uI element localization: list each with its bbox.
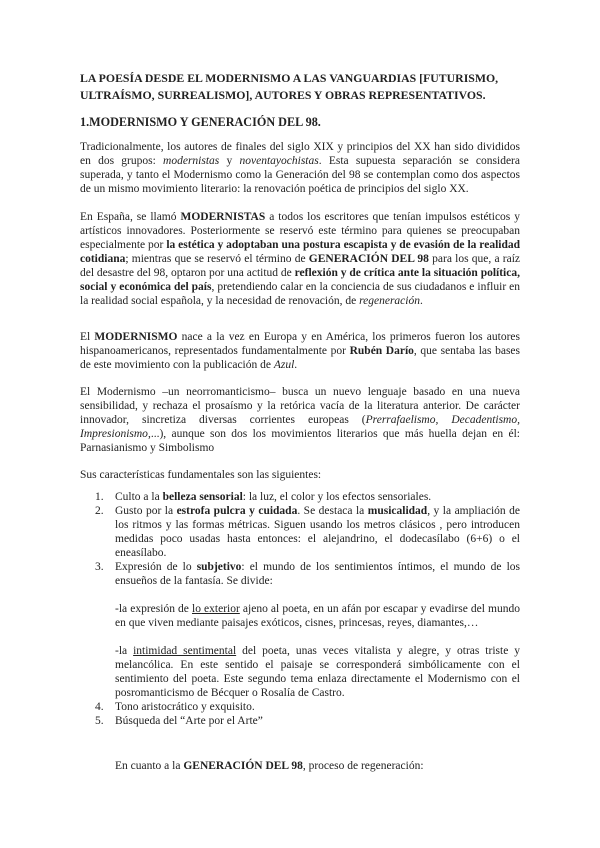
text-run: , que sentaba las bases de este movimiento con la publicación de — [80, 345, 520, 371]
list-number: 4. — [95, 701, 104, 713]
list-item — [95, 714, 520, 728]
text-run: y — [219, 155, 240, 167]
text-run: , proceso de regeneración: — [302, 760, 424, 772]
text-run: Tono aristocrático y exquisito. — [115, 701, 255, 713]
characteristics-list — [80, 490, 520, 728]
bold-term: musicalidad — [367, 505, 428, 517]
text-run: Expresión de lo — [115, 561, 197, 573]
list-number: 1. — [95, 491, 104, 503]
subpoint-exterior — [115, 602, 520, 630]
text-run: : el mundo de los sentimientos íntimos, el mundo de los ensueños de la fantasía. Se divide: — [115, 561, 520, 587]
text-run: . Se destaca la — [297, 505, 368, 517]
paragraph-generacion-98 — [115, 759, 520, 773]
underlined-term: lo exterior — [192, 603, 240, 615]
list-item — [95, 560, 521, 700]
text-run: -la — [115, 645, 134, 657]
bold-term: estrofa pulcra y cuidada — [176, 505, 298, 517]
text-run: ,...), aunque son dos los movimientos literarios que más huella dejan en él: Parnasianismo y Simbolismo — [80, 428, 520, 454]
text-run: a todos los escritores que tenían impulsos estéticos y artísticos innovadores. Posteriormente se reservó este término para quienes se preocupaban especialmente por — [80, 211, 520, 251]
text-run: En España, se llamó — [80, 211, 181, 223]
text-run: Culto a la — [115, 491, 163, 503]
text-run: -la expresión de — [115, 603, 192, 615]
emphasis-term: Prerrafaelismo, Decadentismo, Impresionismo — [80, 414, 520, 440]
subpoint-intimidad — [115, 644, 520, 700]
list-number: 2. — [95, 505, 104, 517]
list-number: 3. — [95, 561, 104, 573]
document-title: LA POESÍA DESDE EL MODERNISMO A LAS VANGUARDIAS [FUTURISMO, ULTRAÍSMO, SURREALISMO], AUTORES Y OBRAS REPRESENTATIVOS. — [80, 71, 499, 102]
text-run: Tradicionalmente, los autores de finales del siglo XIX y principios del XX han sido divididos en dos grupos: — [80, 141, 520, 167]
section-heading: 1.MODERNISMO Y GENERACIÓN DEL 98. — [80, 115, 321, 129]
bold-term: reflexión y de crítica ante la situación política, social y económica del país — [80, 267, 520, 293]
text-run: El — [80, 331, 95, 343]
emphasis-term: Azul — [273, 359, 295, 371]
bold-term: GENERACIÓN DEL 98 — [308, 253, 429, 265]
list-item — [95, 504, 520, 560]
paragraph-modernismo-origin — [80, 330, 520, 372]
paragraph-characteristics-intro: Sus características fundamentales son las siguientes: — [80, 469, 322, 481]
bold-term: belleza sensorial — [162, 491, 243, 503]
text-run: ajeno al poeta, en un afán por escapar y evadirse del mundo en que viven mediante paisajes exóticos, cisnes, princesas, reyes, diamantes,… — [115, 603, 521, 629]
paragraph-modernismo-description — [80, 385, 520, 455]
emphasis-term: noventayochistas — [239, 155, 319, 167]
bold-term: la estética y adoptaban una postura escapista y de evasión de la realidad cotidiana — [80, 239, 520, 265]
bold-term: MODERNISMO — [94, 331, 178, 343]
bold-term: GENERACIÓN DEL 98 — [183, 760, 303, 772]
list-item — [95, 490, 520, 504]
text-run: El Modernismo –un neorromanticismo– busca un nuevo lenguaje basado en una nueva sensibilidad, y rechaza el prosaísmo y la retórica vacía de la literatura anterior. De carácter innovador, sincretiza diversas corrientes europeas ( — [80, 386, 520, 426]
text-run: , y la ampliación de los ritmos y las formas métricas. Siguen usando los metros clásicos , pero introducen medidas poco usadas hasta entonces: el alejandrino, el dodecasílabo (6+6) o el eneasílabo. — [115, 505, 520, 559]
text-run: del poeta, unas veces vitalista y alegre, y otras triste y melancólica. En este sentido el paisaje se corresponderá simbólicamente con el sentimiento del poeta. Este segundo tema enlaza directamente el Modernismo con el posromanticismo de Bécquer o Rosalía de Castro. — [115, 645, 521, 699]
bold-term: subjetivo — [196, 561, 242, 573]
bold-term: Rubén Darío — [349, 345, 414, 357]
paragraph-modernistas — [80, 210, 520, 308]
text-run: ; mientras que se reservó el término de — [125, 253, 309, 265]
text-run: . — [294, 359, 298, 371]
text-run: En cuanto a la — [115, 760, 184, 772]
emphasis-term: modernistas — [163, 155, 220, 167]
text-run: para los que, a raíz del desastre del 98, optaron por una actitud de — [80, 253, 520, 279]
text-run: Gusto por la — [115, 505, 177, 517]
bold-term: MODERNISTAS — [180, 211, 266, 223]
emphasis-term: regeneración — [359, 295, 420, 307]
text-run: . — [419, 295, 423, 307]
list-item — [95, 700, 520, 714]
list-number: 5. — [95, 715, 104, 727]
text-run: . Esta supuesta separación se considera superada, y tanto el Modernismo como la Generación del 98 se contemplan como dos aspectos de un mismo movimiento literario: la renovación poética de principios del siglo XX. — [80, 155, 520, 195]
text-run: : la luz, el color y los efectos sensoriales. — [242, 491, 432, 503]
text-run: nace a la vez en Europa y en América, los primeros fueron los autores hispanoamericanos, representados fundamentalmente por — [80, 331, 520, 357]
text-run: , pretendiendo calar en la conciencia de sus ciudadanos e influir en la realidad social española, y la necesidad de renovación, de — [80, 281, 520, 307]
text-run: Búsqueda del “Arte por el Arte” — [115, 715, 263, 727]
underlined-term: intimidad sentimental — [133, 645, 237, 657]
paragraph-intro — [80, 140, 520, 196]
